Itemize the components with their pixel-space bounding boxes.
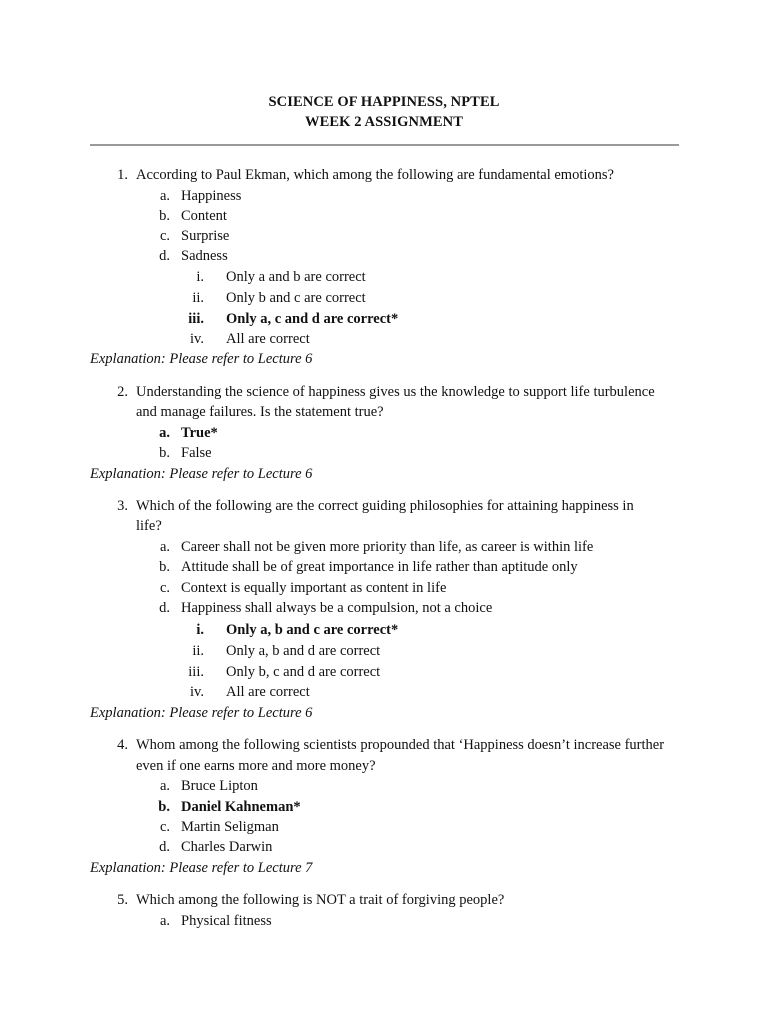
option-text: Happiness shall always be a compulsion, not a choice	[181, 600, 493, 616]
explanation-text: Explanation: Please refer to Lecture 6	[90, 351, 313, 367]
response-text-correct: Only a, c and d are correct*	[226, 311, 399, 327]
response-marker: i.	[196, 269, 204, 285]
option-marker-correct: a.	[159, 425, 170, 441]
response-marker: iv.	[190, 331, 204, 347]
question-number: 4.	[117, 737, 128, 753]
option-text: Surprise	[181, 228, 230, 244]
response-marker: ii.	[192, 290, 204, 306]
response-text: Only a and b are correct	[226, 269, 366, 285]
option-marker: d.	[159, 600, 170, 616]
option-text: False	[181, 445, 212, 461]
option-marker: c.	[159, 228, 170, 244]
response-text: Only b and c are correct	[226, 290, 366, 306]
question-text: even if one earns more and more money?	[136, 758, 376, 774]
option-text-correct: True*	[181, 425, 218, 441]
option-marker: b.	[159, 445, 170, 461]
option-marker: c.	[159, 819, 170, 835]
response-text: All are correct	[226, 684, 310, 700]
question-number: 1.	[117, 167, 128, 183]
option-marker: a.	[159, 778, 170, 794]
response-text: Only a, b and d are correct	[226, 643, 381, 659]
question-number: 3.	[117, 498, 128, 514]
response-marker: iii.	[188, 664, 204, 680]
option-marker: a.	[159, 539, 170, 555]
response-marker-correct: iii.	[188, 311, 204, 327]
question-text: life?	[136, 518, 162, 534]
option-text: Happiness	[181, 188, 242, 204]
response-marker-correct: i.	[196, 622, 204, 638]
option-marker: a.	[159, 913, 170, 929]
option-text: Martin Seligman	[181, 819, 279, 835]
option-text: Charles Darwin	[181, 839, 273, 855]
option-text: Attitude shall be of great importance in life rather than aptitude only	[181, 559, 578, 575]
question-text: According to Paul Ekman, which among the following are fundamental emotions?	[136, 167, 614, 183]
explanation-text: Explanation: Please refer to Lecture 7	[90, 860, 313, 876]
option-marker: c.	[159, 580, 170, 596]
response-text: All are correct	[226, 331, 310, 347]
document-title: SCIENCE OF HAPPINESS, NPTEL	[268, 94, 500, 110]
question-text: Which among the following is NOT a trait of forgiving people?	[136, 892, 505, 908]
question-text: and manage failures. Is the statement true?	[136, 404, 384, 420]
option-marker-correct: b.	[158, 799, 170, 815]
option-text: Career shall not be given more priority than life, as career is within life	[181, 539, 594, 555]
question-text: Understanding the science of happiness gives us the knowledge to support life turbulence	[136, 384, 655, 400]
option-text: Bruce Lipton	[181, 778, 258, 794]
option-text: Context is equally important as content in life	[181, 580, 447, 596]
response-marker: iv.	[190, 684, 204, 700]
header-divider	[90, 144, 679, 146]
question-text: Which of the following are the correct guiding philosophies for attaining happiness in	[136, 498, 634, 514]
question-number: 5.	[117, 892, 128, 908]
option-marker: b.	[159, 208, 170, 224]
option-marker: b.	[159, 559, 170, 575]
option-text: Sadness	[181, 248, 228, 264]
document-subtitle: WEEK 2 ASSIGNMENT	[304, 114, 463, 130]
option-text: Physical fitness	[181, 913, 272, 929]
response-text-correct: Only a, b and c are correct*	[226, 622, 399, 638]
question-text: Whom among the following scientists propounded that ‘Happiness doesn’t increase further	[136, 737, 665, 753]
option-marker: a.	[159, 188, 170, 204]
option-marker: d.	[159, 248, 170, 264]
option-text-correct: Daniel Kahneman*	[181, 799, 301, 815]
option-marker: d.	[159, 839, 170, 855]
question-number: 2.	[117, 384, 128, 400]
explanation-text: Explanation: Please refer to Lecture 6	[90, 705, 313, 721]
response-text: Only b, c and d are correct	[226, 664, 381, 680]
explanation-text: Explanation: Please refer to Lecture 6	[90, 466, 313, 482]
response-marker: ii.	[192, 643, 204, 659]
option-text: Content	[181, 208, 227, 224]
